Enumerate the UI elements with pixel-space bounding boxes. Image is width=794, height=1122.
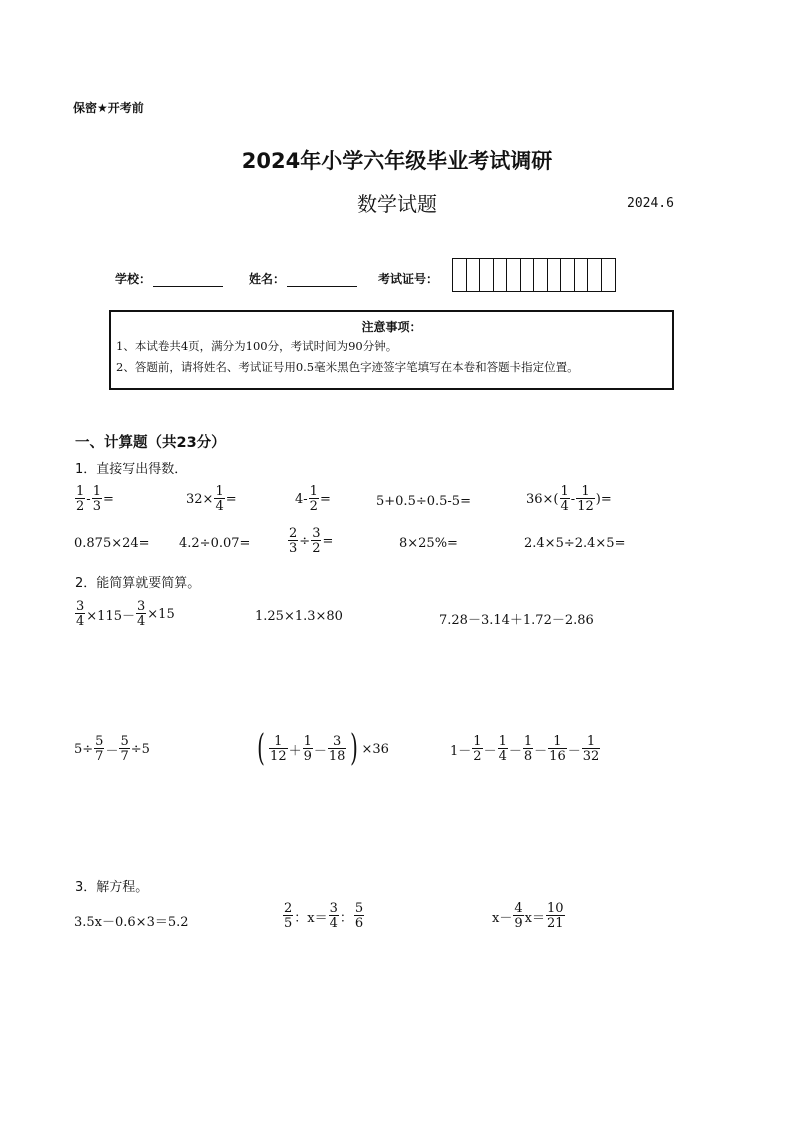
q2-item-e: ( $\frac{1}{12}$ ＋ $\frac{1}{9}$ － $\frac{3}{18}$ ) ×36: [257, 728, 389, 769]
school-field: [115, 270, 223, 287]
school-blank[interactable]: [153, 274, 223, 287]
q1-item-e: 36×( $\frac{1}{4}$ - $\frac{1}{12}$ )=: [526, 484, 612, 514]
q1-label: 1．直接写出得数．: [75, 462, 188, 477]
name-label: 姓名：: [249, 272, 286, 286]
notice-item-2: 2、答题前，请将姓名、考试证号用0.5毫米黑色字迹签字笔填写在本卷和答题卡指定位置。: [116, 360, 579, 374]
q1-item-f: 0.875×24=: [74, 536, 150, 551]
q2-label: 2．能简算就要简算。: [75, 576, 201, 591]
exam-title: 2024年小学六年级毕业考试调研: [241, 149, 553, 173]
school-label: 学校：: [115, 272, 152, 286]
exam-id-boxes[interactable]: [452, 258, 616, 292]
q2-item-d: 5÷ $\frac{5}{7}$ － $\frac{5}{7}$ ÷5: [74, 734, 150, 764]
q2-item-c: 7.28－3.14＋1.72－2.86: [439, 613, 594, 628]
q3-item-a: 3.5x－0.6×3＝5.2: [74, 915, 189, 930]
q2-item-f: 1－ $\frac{1}{2}$ － $\frac{1}{4}$ － $\frac{1}{8}$ － $\frac{1}{16}$ － $\frac{1}{32}$: [450, 734, 600, 764]
confidential-label: 保密★开考前: [73, 101, 144, 115]
q3-item-c: x－ $\frac{4}{9}$ x＝ $\frac{10}{21}$: [492, 901, 564, 931]
name-blank[interactable]: [287, 274, 357, 287]
q1-item-c: 4- $\frac{1}{2}$ =: [295, 484, 331, 514]
notice-item-1: 1、本试卷共4页，满分为100分，考试时间为90分钟。: [116, 339, 398, 353]
q1-item-d: 5+0.5÷0.5-5=: [376, 494, 471, 509]
name-field: [249, 270, 357, 287]
exam-id-label: 考试证号：: [378, 272, 439, 286]
q1-item-i: 8×25%=: [399, 536, 458, 551]
notice-box: [109, 310, 674, 390]
q1-item-b: 32× $\frac{1}{4}$ =: [186, 484, 237, 514]
section-1-title: 一、计算题（共23分）: [75, 435, 226, 451]
exam-date: 2024.6: [627, 196, 674, 211]
q1-item-g: 4.2÷0.07=: [179, 536, 251, 551]
q2-item-a: $\frac{3}{4}$ ×115－ $\frac{3}{4}$ ×15: [76, 599, 175, 629]
q3-item-b: $\frac{2}{5}$ ：x＝ $\frac{3}{4}$ ： $\frac{5}{6}$: [284, 901, 364, 931]
exam-subtitle: 数学试题: [357, 192, 437, 216]
notice-title: 注意事项：: [361, 320, 422, 334]
q2-item-b: 1.25×1.3×80: [255, 609, 343, 624]
q1-item-a: $\frac{1}{2}$ - $\frac{1}{3}$ =: [76, 484, 114, 514]
q1-item-h: $\frac{2}{3}$ ÷ $\frac{3}{2}$ =: [289, 526, 334, 556]
q1-item-j: 2.4×5÷2.4×5=: [524, 536, 626, 551]
q3-label: 3．解方程。: [75, 880, 149, 895]
